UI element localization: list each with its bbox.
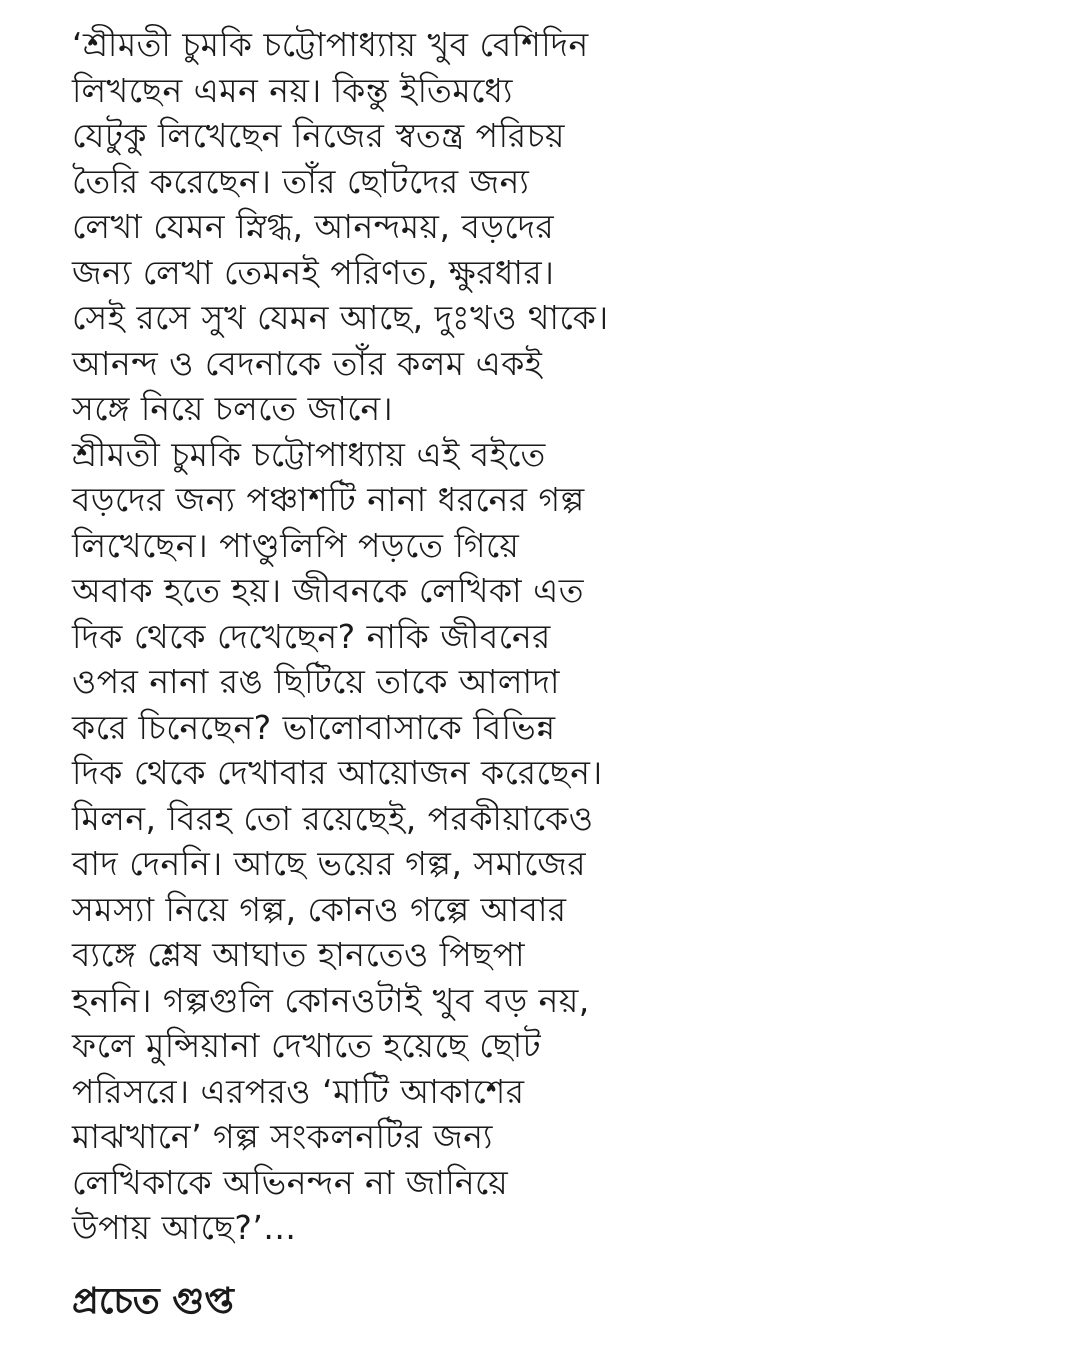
passage-line: মিলন, বিরহ তো রয়েছেই, পরকীয়াকেও	[72, 798, 594, 838]
passage-line: দিক থেকে দেখেছেন? নাকি জীবনের	[72, 616, 551, 656]
passage-line: লিখেছেন। পাণ্ডুলিপি পড়তে গিয়ে	[72, 525, 520, 565]
passage-line: মাঝখানে’ গল্প সংকলনটির জন্য	[72, 1117, 493, 1156]
passage-line: লিখছেন এমন নয়। কিন্তু ইতিমধ্যে	[72, 70, 513, 110]
passage-line: হননি। গল্পগুলি কোনওটাই খুব বড় নয়,	[72, 980, 590, 1020]
passage-line: অবাক হতে হয়। জীবনকে লেখিকা এত	[72, 571, 584, 610]
passage-line: আনন্দ ও বেদনাকে তাঁর কলম একই	[72, 343, 543, 383]
passage-line: সমস্যা নিয়ে গল্প, কোনও গল্পে আবার	[72, 889, 567, 929]
author-signature: প্রচেত গুপ্ত	[72, 1281, 234, 1322]
passage-line: বড়দের জন্য পঞ্চাশটি নানা ধরনের গল্প	[72, 480, 585, 519]
passage-line: শ্রীমতী চুমকি চট্টোপাধ্যায় এই বইতে	[72, 434, 546, 474]
passage-line: ব্যঙ্গে শ্লেষ আঘাত হানতেও পিছপা	[72, 935, 526, 974]
passage-line: দিক থেকে দেখাবার আয়োজন করেছেন।	[72, 753, 603, 792]
passage-line: যেটুকু লিখেছেন নিজের স্বতন্ত্র পরিচয়	[72, 116, 565, 155]
passage-line: ‘শ্রীমতী চুমকি চট্টোপাধ্যায় খুব বেশিদিন	[72, 25, 589, 64]
passage-line: লেখিকাকে অভিনন্দন না জানিয়ে	[72, 1162, 509, 1202]
passage-line: সঙ্গে নিয়ে চলতে জানে।	[72, 389, 394, 428]
passage-line: পরিসরে। এরপরও ‘মাটি আকাশের	[72, 1071, 525, 1111]
passage-line: উপায় আছে?’...	[72, 1208, 297, 1247]
review-passage	[72, 22, 972, 1251]
passage-line: করে চিনেছেন? ভালোবাসাকে বিভিন্ন	[72, 707, 556, 747]
passage-line: ওপর নানা রঙ ছিটিয়ে তাকে আলাদা	[72, 662, 560, 701]
passage-line: সেই রসে সুখ যেমন আছে, দুঃখও থাকে।	[72, 298, 609, 337]
passage-line: লেখা যেমন স্নিগ্ধ, আনন্দময়, বড়দের	[72, 207, 555, 246]
passage-line: জন্য লেখা তেমনই পরিণত, ক্ষুরধার।	[72, 252, 555, 292]
passage-line: তৈরি করেছেন। তাঁর ছোটদের জন্য	[72, 161, 530, 201]
passage-line: বাদ দেননি। আছে ভয়ের গল্প, সমাজের	[72, 844, 587, 883]
passage-line: ফলে মুন্সিয়ানা দেখাতে হয়েছে ছোট	[72, 1026, 542, 1065]
